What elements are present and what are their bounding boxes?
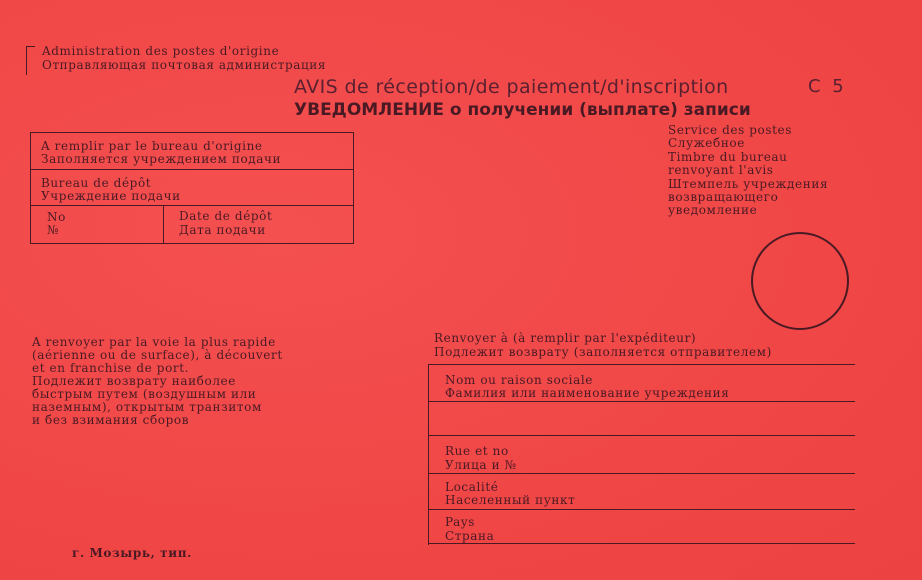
title-fr: AVIS de réception/de paiement/d'inscription [294, 76, 729, 98]
return-instructions [32, 336, 283, 427]
service-line: Служебное [668, 136, 745, 151]
admin-origin-ru: Отправляющая почтовая администрация [42, 58, 327, 72]
corner-mark [26, 46, 35, 75]
country-label-ru: Страна [445, 529, 495, 543]
number-label-ru: № [47, 223, 59, 237]
divider [31, 205, 353, 206]
service-block [668, 124, 828, 218]
bureau-label-fr: Bureau de dépôt [41, 176, 152, 190]
service-line: renvoyant l'avis [668, 163, 774, 178]
instruction-line-fr: (aérienne ou de surface), à découvert [32, 348, 283, 362]
divider [429, 543, 855, 544]
origin-heading-fr: A remplir par le bureau d'origine [41, 139, 263, 153]
form-code: C 5 [808, 76, 847, 97]
name-label-fr: Nom ou raison sociale [445, 373, 593, 387]
admin-origin-fr: Administration des postes d'origine [42, 44, 280, 58]
date-label-fr: Date de dépôt [179, 209, 273, 223]
title-ru: УВЕДОМЛЕНИЕ о получении (выплате) записи [294, 100, 751, 120]
instruction-line-ru: и без взимания сборов [32, 413, 190, 427]
number-label-fr: No [47, 210, 66, 224]
date-label-ru: Дата подачи [179, 223, 266, 237]
service-line: уведомление [668, 203, 758, 218]
instruction-line-fr: et en franchise de port. [32, 361, 190, 375]
divider [429, 509, 855, 510]
origin-heading-ru: Заполняется учреждением подачи [41, 152, 282, 166]
instruction-line-fr: A renvoyer par la voie la plus rapide [32, 335, 276, 349]
service-line: Штемпель учреждения [668, 176, 829, 191]
instruction-line-ru: Подлежит возврату наиболее [32, 374, 236, 388]
divider [31, 169, 353, 170]
printer-imprint: г. Мозырь, тип. [72, 546, 192, 560]
divider [429, 473, 855, 474]
locality-label-ru: Населенный пункт [445, 493, 576, 507]
service-line: Timbre du bureau [668, 149, 788, 164]
street-label-ru: Улица и № [445, 458, 517, 472]
locality-label-fr: Localité [445, 480, 499, 494]
return-heading-ru: Подлежит возврату (заполняется отправителем) [434, 345, 772, 359]
return-address-box [428, 364, 855, 545]
country-label-fr: Pays [445, 515, 476, 529]
instruction-line-ru: быстрым путем (воздушным или [32, 387, 257, 401]
service-line: возвращающего [668, 190, 779, 205]
origin-box [30, 132, 354, 244]
street-label-fr: Rue et no [445, 444, 509, 458]
bureau-label-ru: Учреждение подачи [41, 189, 181, 203]
return-heading-fr: Renvoyer à (à remplir par l'expéditeur) [434, 331, 697, 345]
instruction-line-ru: наземным), открытым транзитом [32, 400, 262, 414]
divider [429, 401, 855, 402]
service-line: Service des postes [668, 123, 793, 137]
divider [163, 205, 164, 243]
divider [429, 435, 855, 436]
stamp-circle [751, 232, 849, 330]
name-label-ru: Фамилия или наименование учреждения [445, 386, 730, 400]
